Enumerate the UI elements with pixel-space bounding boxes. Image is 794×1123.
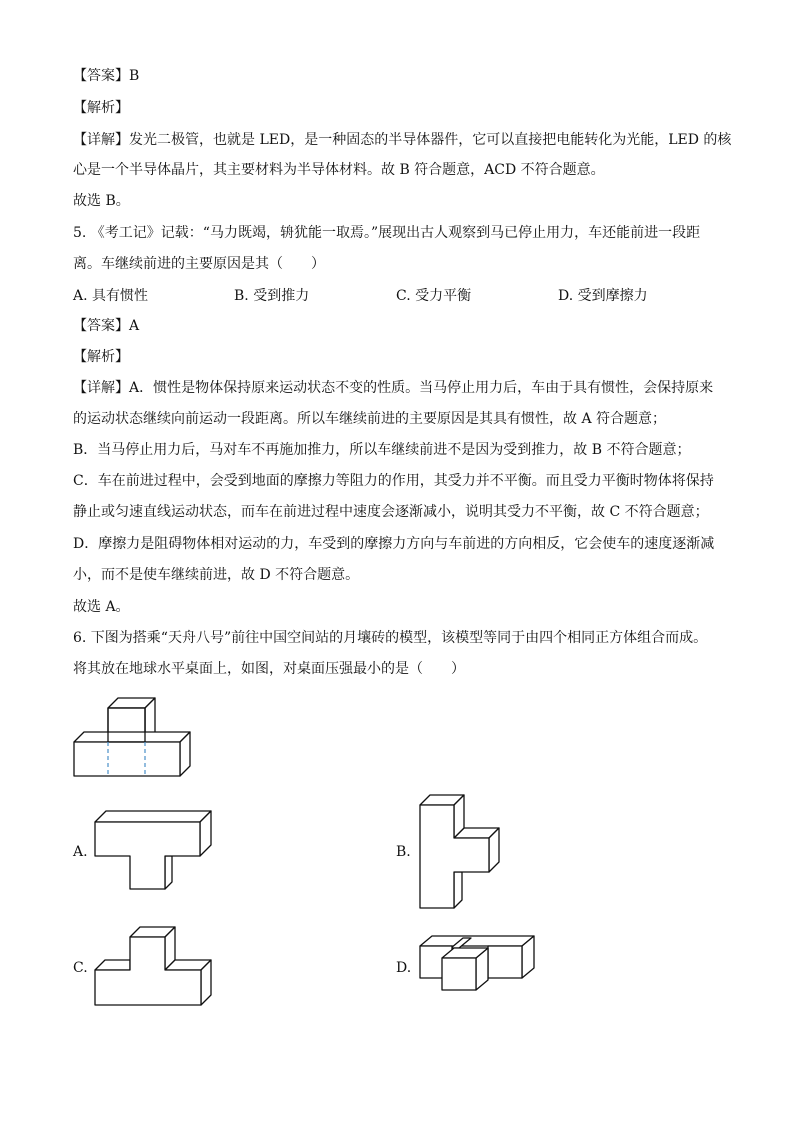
detail-line: 【详解】A．惯性是物体保持原来运动状态不变的性质。当马停止用力后，车由于具有惯性，会保持原来 — [73, 380, 714, 396]
question-stem: 6. 下图为搭乘“天舟八号”前往中国空间站的月壤砖的模型，该模型等同于由四个相同正方体组合而成。 — [73, 630, 708, 646]
right-block-front — [488, 946, 522, 978]
option-d-figure — [414, 930, 540, 996]
option-c: C. 受力平衡 — [396, 288, 472, 304]
question-stem: 离。车继续前进的主要原因是其（ ） — [73, 256, 325, 272]
detail-line: 的运动状态继续向前运动一段距离。所以车继续前进的主要原因是其具有惯性，故 A 符合题意； — [73, 411, 667, 427]
front-face — [420, 805, 489, 908]
option-a-label: A. — [73, 844, 88, 860]
front-face — [95, 937, 201, 1005]
base-top — [74, 732, 190, 742]
analysis-label: 【解析】 — [73, 349, 129, 365]
answer-label: 【答案】A — [73, 318, 140, 334]
option-a-figure — [90, 806, 218, 894]
analysis-label: 【解析】 — [73, 100, 129, 116]
conclusion: 故选 B。 — [73, 193, 130, 209]
option-a: A. 具有惯性 — [73, 288, 149, 304]
detail-line: B．当马停止用力后，马对车不再施加推力，所以车继续前进不是因为受到推力，故 B 不符合题意； — [73, 442, 691, 458]
option-b-label: B. — [396, 844, 411, 860]
top-face — [95, 811, 211, 822]
base-front — [74, 742, 180, 776]
top-face — [420, 936, 534, 946]
detail-line: C．车在前进过程中，会受到地面的摩擦力等阻力的作用，其受力并不平衡。而且受力平衡时物体将保持 — [73, 473, 714, 489]
option-c-figure — [90, 922, 218, 1010]
detail-line: 小，而不是使车继续前进，故 D 不符合题意。 — [73, 567, 360, 583]
option-b-figure — [414, 790, 504, 912]
question-stem: 将其放在地球水平桌面上，如图，对桌面压强最小的是（ ） — [73, 661, 465, 677]
answer-label: 【答案】B — [73, 68, 140, 84]
question-stem: 5. 《考工记》记载：“马力既竭，辀犹能一取焉。”展现出古人观察到马已停止用力，车还能前进一段距 — [73, 225, 701, 241]
detail-line: 静止或匀速直线运动状态，而车在前进过程中速度会逐渐减小，说明其受力不平衡，故 C 不符合题意； — [73, 504, 709, 520]
detail-line: 心是一个半导体晶片，其主要材料为半导体材料。故 B 符合题意，ACD 不符合题意。 — [73, 162, 605, 178]
center-block-front — [442, 958, 476, 990]
front-face — [95, 822, 200, 889]
option-d-label: D. — [396, 960, 412, 976]
option-b: B. 受到推力 — [234, 288, 310, 304]
left-ledge-top — [95, 960, 130, 970]
option-c-label: C. — [73, 960, 88, 976]
detail-line: D．摩擦力是阻碍物体相对运动的力，车受到的摩擦力方向与车前进的方向相反，它会使车的速度逐渐减 — [73, 536, 715, 552]
side-bottom — [454, 872, 462, 908]
conclusion: 故选 A。 — [73, 599, 130, 615]
option-d: D. 受到摩擦力 — [558, 288, 648, 304]
side-lower — [165, 856, 172, 889]
brick-model-figure — [70, 692, 196, 782]
detail-line: 【详解】发光二极管，也就是 LED，是一种固态的半导体器件，它可以直接把电能转化为光能，LED 的核 — [73, 132, 732, 148]
